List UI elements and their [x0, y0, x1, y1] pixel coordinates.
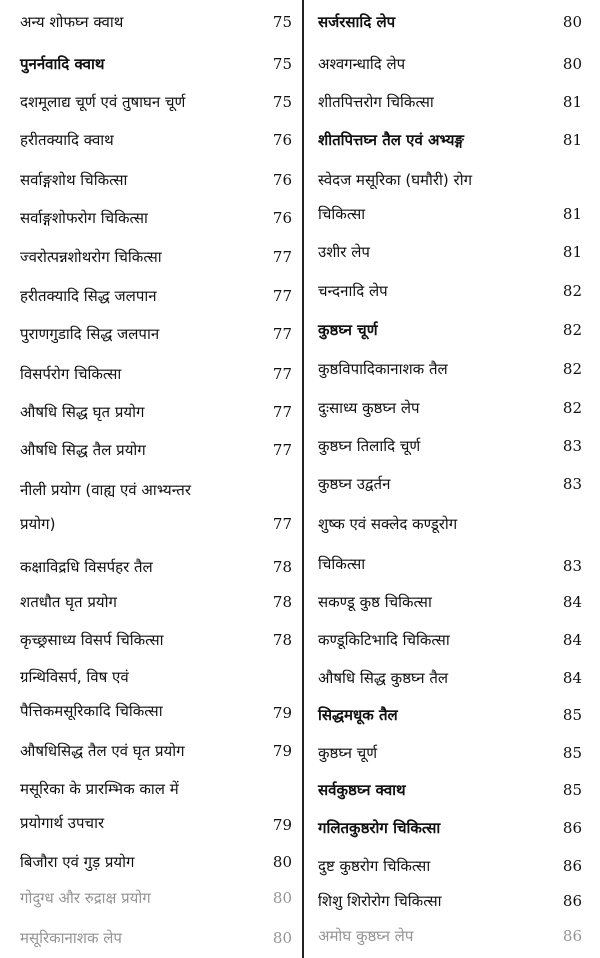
entry-title: दुष्ट कुष्ठरोग चिकित्सा: [318, 857, 431, 875]
entry-page: 84: [562, 593, 582, 611]
entry-page: 78: [272, 593, 292, 611]
entry-page: 85: [562, 781, 582, 799]
entry-title-line1: ग्रन्थिविसर्प, विष एवं: [20, 668, 129, 686]
entry-title-line2: प्रयोगार्थ उपचार: [20, 814, 105, 832]
entry-title: दशमूलाद्य चूर्ण एवं तुषाघन चूर्ण: [20, 93, 186, 111]
entry-title: ज्वरोत्पन्नशोथरोग चिकित्सा: [20, 248, 162, 266]
entry-page: 86: [562, 892, 582, 910]
entry-title: दुःसाध्य कुष्ठघ्न लेप: [318, 399, 420, 417]
entry-title: सर्वकुष्ठघ्न क्वाथ: [318, 781, 406, 799]
entry-title: अमोघ कुष्ठघ्न लेप: [318, 927, 414, 945]
entry-title: औषधि सिद्ध कुष्ठघ्न तैल: [318, 669, 449, 687]
entry-title: कुष्ठघ्न तिलादि चूर्ण: [318, 437, 421, 455]
entry-title: औषधि सिद्ध घृत प्रयोग: [20, 403, 145, 421]
entry-title-line2: प्रयोग): [20, 515, 56, 533]
entry-page: 77: [272, 325, 292, 343]
entry-title: चन्दनादि लेप: [318, 282, 388, 300]
entry-page: 82: [562, 399, 582, 417]
entry-page: 81: [562, 93, 582, 111]
entry-title: हरीतक्यादि सिद्ध जलपान: [20, 287, 157, 305]
entry-page: 79: [272, 742, 292, 760]
entry-title-line1: शुष्क एवं सक्लेद कण्डूरोग: [318, 515, 458, 533]
entry-title: हरीतक्यादि क्वाथ: [20, 131, 114, 149]
entry-page: 80: [272, 929, 292, 947]
entry-page: 78: [272, 631, 292, 649]
entry-page: 83: [562, 557, 582, 575]
entry-page: 85: [562, 706, 582, 724]
column-divider: [302, 0, 304, 958]
entry-title: सर्वाङ्गशोफरोग चिकित्सा: [20, 209, 148, 227]
entry-page: 77: [272, 515, 292, 533]
entry-title: पुनर्नवादि क्वाथ: [20, 55, 105, 73]
entry-page: 81: [562, 205, 582, 223]
entry-page: 77: [272, 441, 292, 459]
entry-title-line1: स्वेदज मसूरिका (घमौरी) रोग: [318, 171, 473, 189]
entry-page: 76: [272, 131, 292, 149]
entry-title-line2: पैत्तिकमसूरिकादि चिकित्सा: [20, 702, 163, 720]
entry-page: 86: [562, 819, 582, 837]
entry-page: 77: [272, 365, 292, 383]
entry-title: कृच्छ्रसाध्य विसर्प चिकित्सा: [20, 631, 164, 649]
entry-title: औषधिसिद्ध तैल एवं घृत प्रयोग: [20, 742, 185, 760]
entry-page: 80: [562, 55, 582, 73]
entry-title: अन्य शोफघ्न क्वाथ: [20, 13, 124, 31]
entry-page: 81: [562, 243, 582, 261]
entry-title: गलितकुष्ठरोग चिकित्सा: [318, 819, 441, 837]
entry-page: 84: [562, 669, 582, 687]
entry-page: 77: [272, 403, 292, 421]
entry-title: कुष्ठघ्न चूर्ण: [318, 744, 378, 762]
entry-title: सर्जरसादि लेप: [318, 13, 396, 31]
entry-title: सिद्धमधूक तैल: [318, 706, 398, 724]
entry-title: पुराणगुडादि सिद्ध जलपान: [20, 325, 160, 343]
entry-title: शीतपित्तघ्न तैल एवं अभ्यङ्ग: [318, 131, 464, 149]
entry-page: 83: [562, 475, 582, 493]
entry-title: शीतपित्तरोग चिकित्सा: [318, 93, 434, 111]
entry-page: 79: [272, 816, 292, 834]
entry-page: 80: [562, 13, 582, 31]
entry-page: 82: [562, 321, 582, 339]
entry-title: कक्षाविद्रधि विसर्पहर तैल: [20, 558, 153, 576]
entry-page: 76: [272, 171, 292, 189]
left-column: [20, 0, 292, 958]
entry-page: 82: [562, 282, 582, 300]
entry-page: 80: [272, 889, 292, 907]
entry-title: अश्वगन्धादि लेप: [318, 55, 406, 73]
right-column: [318, 0, 582, 958]
entry-title-line2: चिकित्सा: [318, 555, 366, 573]
entry-page: 77: [272, 248, 292, 266]
entry-page: 80: [272, 853, 292, 871]
entry-title: बिजौरा एवं गुड़ प्रयोग: [20, 853, 135, 871]
entry-page: 83: [562, 437, 582, 455]
entry-title: कुष्ठघ्न चूर्ण: [318, 321, 378, 339]
entry-page: 76: [272, 209, 292, 227]
entry-title: औषधि सिद्ध तैल प्रयोग: [20, 441, 146, 459]
entry-page: 86: [562, 857, 582, 875]
entry-page: 75: [272, 55, 292, 73]
entry-title-line2: चिकित्सा: [318, 205, 366, 223]
entry-page: 79: [272, 704, 292, 722]
entry-page: 77: [272, 287, 292, 305]
entry-title: सकण्डू कुष्ठ चिकित्सा: [318, 593, 432, 611]
entry-page: 82: [562, 360, 582, 378]
entry-page: 78: [272, 558, 292, 576]
entry-page: 85: [562, 744, 582, 762]
entry-title: विसर्परोग चिकित्सा: [20, 365, 122, 383]
entry-page: 75: [272, 13, 292, 31]
entry-title: शिशु शिरोरोग चिकित्सा: [318, 892, 442, 910]
entry-title-line1: नीली प्रयोग (वाह्य एवं आभ्यन्तर: [20, 481, 191, 499]
entry-title: गोदुग्ध और रुद्राक्ष प्रयोग: [20, 889, 151, 907]
entry-title: कुष्ठघ्न उद्वर्तन: [318, 475, 391, 493]
entry-page: 86: [562, 927, 582, 945]
entry-page: 81: [562, 131, 582, 149]
entry-title: मसूरिकानाशक लेप: [20, 929, 122, 947]
entry-title: शतधौत घृत प्रयोग: [20, 593, 117, 611]
entry-title-line1: मसूरिका के प्रारम्भिक काल में: [20, 780, 179, 798]
entry-page: 84: [562, 631, 582, 649]
entry-page: 75: [272, 93, 292, 111]
entry-title: कण्डूकिटिभादि चिकित्सा: [318, 631, 450, 649]
entry-title: उशीर लेप: [318, 243, 370, 261]
entry-title: कुष्ठविपादिकानाशक तैल: [318, 360, 448, 378]
entry-title: सर्वाङ्गशोथ चिकित्सा: [20, 171, 128, 189]
